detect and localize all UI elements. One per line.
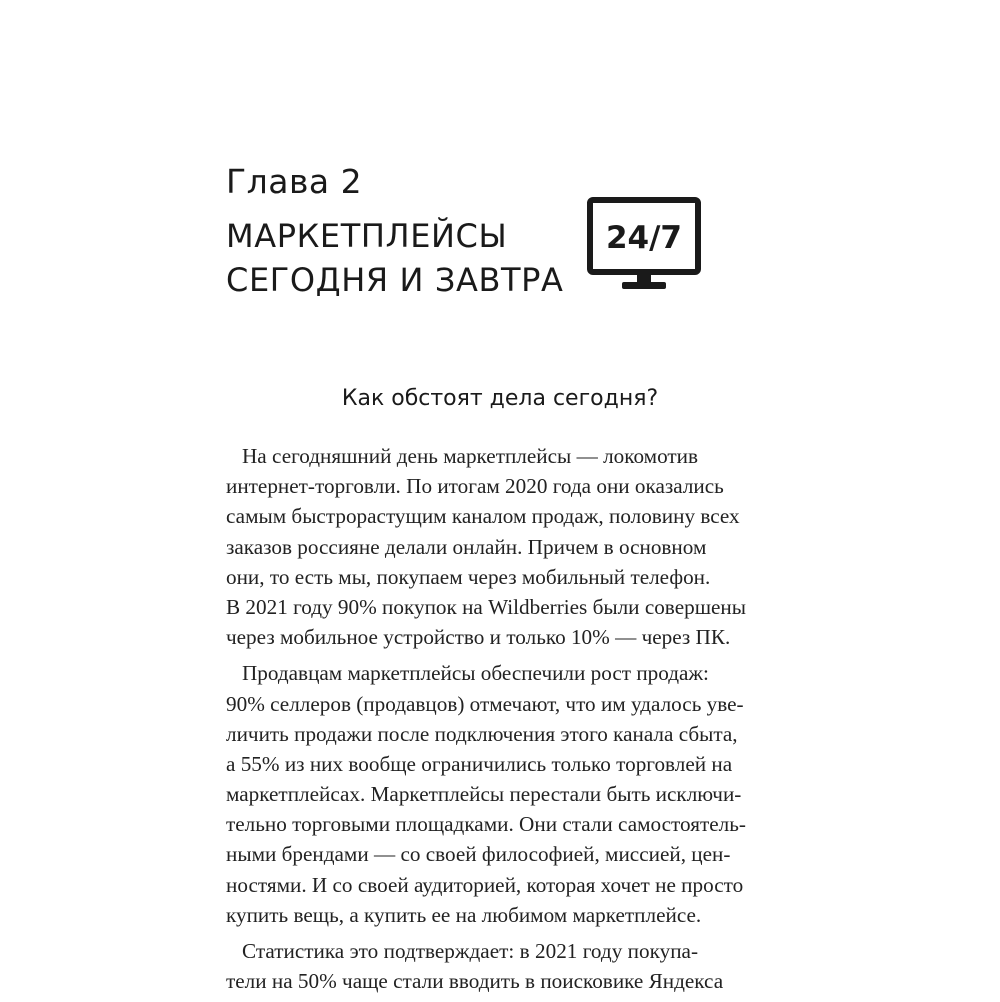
paragraph-2 <box>226 658 746 930</box>
paragraph-3 <box>226 936 724 996</box>
text-line: купить вещь, а купить ее на любимом маркетплейсе. <box>226 902 702 927</box>
text-line: 90% селлеров (продавцов) отмечают, что им удалось уве- <box>226 691 744 716</box>
text-line: В 2021 году 90% покупок на Wildberries были совершены <box>226 594 746 619</box>
text-line: ными брендами — со своей философией, миссией, цен- <box>226 842 731 867</box>
text-line: они, то есть мы, покупаем через мобильный телефон. <box>226 564 711 589</box>
text-line: маркетплейсах. Маркетплейсы перестали быть исключи- <box>226 782 742 807</box>
text-line: тельно торговыми площадками. Они стали самостоятель- <box>226 812 746 837</box>
section-heading: Как обстоят дела сегодня? <box>341 386 659 411</box>
chapter-label: Глава 2 <box>226 162 363 201</box>
monitor-icon <box>586 196 702 298</box>
text-line: интернет-торговли. По итогам 2020 года они оказались <box>226 474 724 499</box>
chapter-title <box>226 214 586 302</box>
text-line: тели на 50% чаще стали вводить в поисковике Яндекса <box>226 969 724 994</box>
text-line: Статистика это подтверждает: в 2021 году покупа- <box>242 939 698 963</box>
chapter-title-line-2: СЕГОДНЯ И ЗАВТРА <box>226 261 564 299</box>
paragraph-1 <box>226 441 746 652</box>
body-text <box>226 441 746 1002</box>
text-line: самым быстрорастущим каналом продаж, половину всех <box>226 504 740 529</box>
monitor-icon-text: 24/7 <box>605 220 683 256</box>
text-line: личить продажи после подключения этого канала сбыта, <box>226 721 738 746</box>
chapter-title-line-1: МАРКЕТПЛЕЙСЫ <box>226 217 508 255</box>
text-line: заказов россияне делали онлайн. Причем в основном <box>226 534 707 559</box>
text-line: Продавцам маркетплейсы обеспечили рост продаж: <box>242 661 709 686</box>
text-line: а 55% из них вообще ограничились только торговлей на <box>226 751 733 776</box>
text-line: через мобильное устройство и только 10% — через ПК. <box>226 625 731 650</box>
text-line: На сегодняшний день маркетплейсы — локомотив <box>242 444 698 468</box>
text-line: ностями. И со своей аудиторией, которая хочет не просто <box>226 872 744 897</box>
